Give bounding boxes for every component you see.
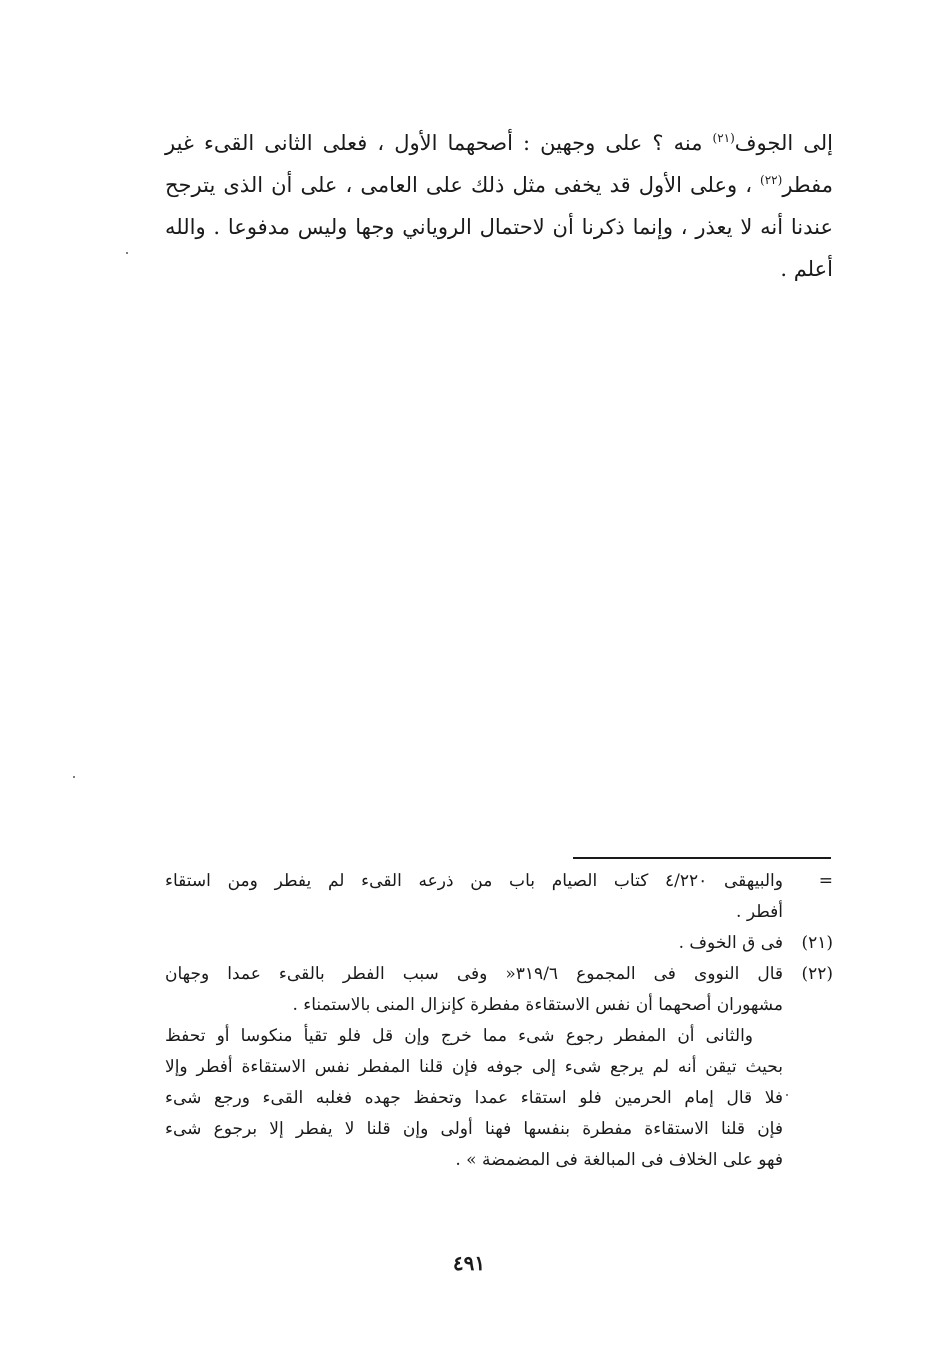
main-line-4: أعلم .: [780, 257, 833, 281]
footnotes: [165, 866, 833, 1176]
footnote-21: [165, 928, 833, 959]
footnote-body: [165, 866, 783, 928]
scan-speck: [126, 252, 128, 254]
page-number: ٤٩١: [452, 1251, 486, 1275]
footnote-line: والبيهقى ٤/٢٢٠ كتاب الصيام باب من ذرعه القىء لم يفطر ومن استقاء: [165, 871, 783, 891]
footnote-line: قال النووى فى المجموع ٣١٩/٦« وفى سبب الفطر بالقىء عمدا وجهان: [165, 964, 784, 984]
footnote-line: والثانى أن المفطر رجوع شىء مما خرج وإن قل فلو تقيأ منكوسا أو تحفظ: [165, 1026, 753, 1046]
main-line-1-start: إلى الجوف: [734, 131, 833, 155]
footnote-ref-21[interactable]: (٢١): [712, 131, 735, 145]
main-line-2: [165, 164, 833, 206]
scan-speck: [73, 776, 75, 778]
scan-speck: [786, 1094, 788, 1096]
main-line-2-end: ، وعلى الأول قد يخفى مثل ذلك على العامى ، على أن الذى يترجح: [165, 173, 761, 197]
footnote-number: =: [818, 871, 833, 891]
footnote-line: فهو على الخلاف فى المبالغة فى المضمضة » .: [455, 1150, 783, 1170]
main-line-1-end: منه ؟ على وجهين : أصحهما الأول ، فعلى الثانى القىء غير: [165, 131, 713, 155]
main-line-1: [165, 122, 833, 164]
footnote-line: فلا قال إمام الحرمين فلو استقاء عمدا وتحفظ جهده فغلبه القىء ورجع شىء: [165, 1088, 783, 1108]
footnote-line: فى ق الخوف .: [678, 933, 783, 953]
footnote-ref-22[interactable]: (٢٢): [760, 173, 783, 187]
footnote-line: فإن قلنا الاستقاءة مفطرة بنفسها فهنا أولى وإن قلنا لا يفطر إلا برجوع شىء: [165, 1119, 783, 1139]
footnote-line: بحيث تيقن أنه لم يرجع شىء إلى جوفه فإن قلنا المفطر نفس الاستقاءة أفطر وإلا: [165, 1057, 783, 1077]
footnote-body: [165, 959, 783, 1176]
main-line-3: عندنا أنه لا يعذر ، وإنما ذكرنا أن لاحتمال الروياني وجها وليس مدفوعا . والله: [165, 215, 833, 239]
footnote-separator: [573, 857, 831, 859]
footnote-number: (٢٢): [801, 964, 833, 984]
main-text: [165, 122, 833, 290]
footnote-22: [165, 959, 833, 1176]
footnote-line: أفطر .: [736, 902, 783, 922]
footnote-continuation: [165, 866, 833, 928]
main-line-2-start: مفطر: [782, 173, 833, 197]
footnote-line: مشهوران أصحهما أن نفس الاستقاءة مفطرة كإنزال المنى بالاستمناء .: [292, 995, 783, 1015]
footnote-number: (٢١): [801, 933, 833, 953]
footnote-body: [165, 928, 783, 959]
